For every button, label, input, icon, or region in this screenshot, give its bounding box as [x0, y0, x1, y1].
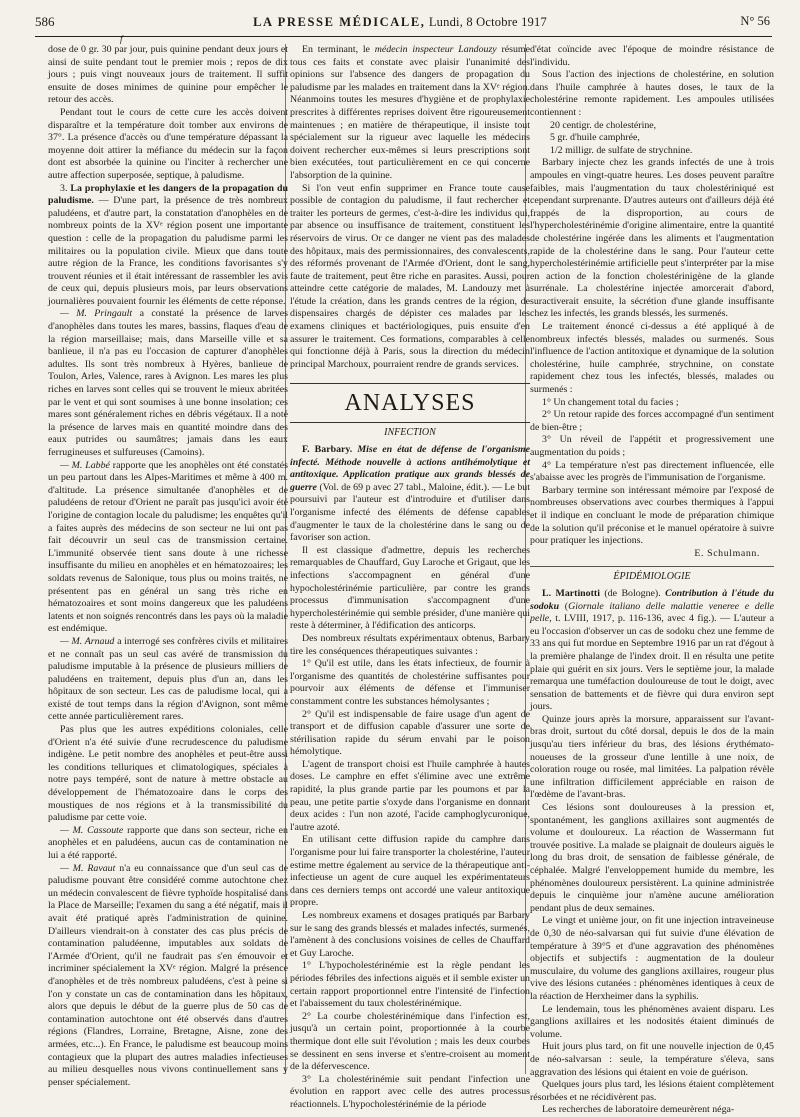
paragraph: dose de 0 gr. 30 par jour, puis quinine pendant deux jours et ainsi de suite pendant tout le premier mois ; repos de dix jours ; puis vingt nouveaux jours de traitement. Il suffit ensuite de doses minimes de quinine pour empêcher le retour des accès.	[48, 44, 288, 106]
journal-name: Giornale italiano delle malattie veneree e delle pelle	[530, 600, 775, 625]
list-item: 3° La cholestérinémie suit pendant l'infection une évolution en rapport avec celle des autres processus réactionnels. L'hypocholestérinémie de la période	[290, 1073, 530, 1110]
paragraph: Les nombreux examens et dosages pratiqués par Barbary sur le sang des grands blessés et malades infectés, surmenés, l'amènent à des conclusions voisines de celles de Chauffard et Guy Laroche.	[290, 910, 530, 959]
paragraph: L'agent de transport choisi est l'huile camphrée à hautes doses. Le camphre en effet s'élimine avec une extrême rapidité, la plus grande partie par les poumons et par la peau, une petite partie s'oxyde dans l'organisme en donnant deux acides : l'un non azoté, l'acide camphoglycuronique, l'autre azoté.	[290, 758, 530, 833]
page-number: 586	[35, 14, 55, 29]
paragraph: Pas plus que les autres expéditions coloniales, celle d'Orient n'a été suivie d'une recrudescence du paludisme indigène. Le petit nombre des anophèles et peut-être aussi les conditions telluriques et climatologiques, spéciales à notre pays tempéré, sont de nature à mettre obstacle au développement de l'hématozoaire dans le corps des moustiques de nos régions et à la transmissibilité du paludisme par cette voie.	[48, 724, 288, 824]
paragraph	[48, 460, 288, 636]
paragraph	[48, 308, 288, 459]
section-title: La prophylaxie et les dangers de la propagation du paludisme.	[48, 182, 288, 207]
subheading-infection: INFECTION	[384, 427, 436, 439]
list-item: 2° La courbe cholestérinémique dans l'infection est, jusqu'à un certain point, proportionnée à la courbe thermique dont elle suit l'évolution ; mais les deux courbes se dessinent en sens inverse et s'entre-croisent au moment de la défervescence.	[290, 1010, 530, 1073]
list-item: 4° La température n'est pas directement influencée, elle s'abaisse avec les progrès de l'immunisation de l'organisme.	[530, 459, 774, 484]
paragraph: Huit jours plus tard, on fit une nouvelle injection de 0,45 de néo-salvarsan : seule, la température s'éleva, sans aggravation des lésions qui étaient en voie de guérison.	[530, 1041, 774, 1078]
paragraph-text: rapporte que dans son secteur, riche en anophèles et en paludéens, aucun cas de contamination ne lui a été rapporté.	[48, 824, 288, 861]
page-header	[0, 0, 800, 44]
header-rule	[35, 36, 772, 37]
paragraph	[48, 825, 288, 863]
column-left	[48, 44, 289, 1088]
paragraph-text: n'a eu connaissance que d'un seul cas de paludisme pouvant être considéré comme autochtone chez un médecin convalescent de fièvre typhoïde hospitalisé dans la Place de Marseille; l'examen du sang a été négatif, mais il avait été pratiqué après l'administration de quinine. D'ailleurs viendrait-on à constater des cas plus précis de contamination paludéenne, imputables aux soldats de l'Armée d'Orient, qu'il ne faudrait pas s'en émouvoir et incriminer spécialement la XVᵉ région. Malgré la présence d'anophèles et de très nombreux paludéens, c'est à peine si l'on y constate un cas de contamination dans les hôpitaux, alors que depuis le début de la guerre plus de 50 cas de contamination autochtone ont été observés dans d'autres régions (Flandres, Lorraine, Bretagne, Aisne, zone des armées, etc...). En France, le paludisme est beaucoup moins contagieux que la plupart des autres maladies infectieuses au milieu desquelles nous vivons continuellement sans y penser spécialement.	[48, 862, 289, 1088]
paragraph: Quinze jours après la morsure, apparaissent sur l'avant-bras droit, surtout du côté dorsal, depuis le dos de la main jusqu'au tiers inférieur du bras, des lésions érythémato-noueuses de la grosseur d'une lentille à une noix, de coloration rouge ou rosée, mal limitées. La palpation révèle une infiltration difficilement appréciable en raison de l'œdème de l'avant-bras.	[530, 713, 774, 801]
reference: (	[559, 600, 569, 612]
paragraph: Le lendemain, tous les phénomènes avaient disparu. Les ganglions axillaires et les nodosités étaient diminués de volume.	[530, 1003, 774, 1040]
column-middle	[290, 44, 530, 1110]
paragraph-text: — L'auteur a eu l'occasion d'observer un cas de sodoku chez une femme de 33 ans qui fut mordue en Septembre 1916 par un rat d'égout à la première phalange de l'index droit. Il en résulta une petite plaie qui guérit en six jours. Vers le septième jour, la malade remarqua une tuméfaction douloureuse de tout le doigt, avec sensation de battements et de fièvre qui dura environ sept jours.	[530, 613, 774, 713]
author-name: — M. Labbé	[60, 459, 110, 471]
abstract-paragraph	[290, 444, 530, 545]
abstract-paragraph	[530, 588, 774, 714]
column-right	[530, 44, 775, 1116]
paragraph: Barbary injecte chez les grands infectés de une à trois ampoules en vingt-quatre heures. Les doses peuvent paraître faibles, mais l'augmentation du taux cholestériniqué est cependant surprenante. D'autres auteurs ont d'ailleurs déjà été frappés de la disproportion, au cours de l'hypercholestérinémie d'origine alimentaire, entre la quantité de cholestérine ingérée dans les aliments et l'augmentation rapide de la cholestérine dans le sang. Pour l'auteur cette hypercholestérinémie artificielle peut s'interpréter par la mise en action de la fonction cholestérinigène de la glande surrénale. La cholestérine injectée amorcerait d'abord, suractiverait ensuite, la sécrétion d'une glande insuffisante chez les infectés, les grands blessés, les surmenés.	[530, 157, 774, 320]
signature: E. Schulmann.	[694, 547, 760, 559]
section-number: 3.	[60, 182, 68, 194]
article-title: Mise en état de défense de l'organisme infecté. Méthode nouvelle à actions antihémolytique et antitoxique. Application pratique aux grands blessés de guerre	[290, 444, 530, 493]
paragraph-text: a interrogé ses confrères civils et militaires et ne connaît pas un seul cas avéré de transmission du paludisme imputable à la présence de plusieurs milliers de paludéens en traitement, depuis plus d'un an, dans les hôpitaux de son secteur. Les cas de paludisme local, qui a existé de tout temps dans la région d'Avignon, sont même cette année particulièrement rares.	[48, 635, 288, 723]
issue-date: Lundi, 8 Octobre 1917	[428, 15, 547, 29]
list-item: 2° Un retour rapide des forces accompagné d'un sentiment de bien-être ;	[530, 409, 774, 433]
paragraph-text: rapporte que les anophèles ont été constatés un peu partout dans les Alpes-Maritimes et même à 400 m. d'altitude. La présence simultanée d'anophèles et de paludéens de retour d'Orient ne paraît pas jusqu'ici avoir été l'origine de contagion locale du paludisme; les enquêtes qu'il a faites auprès des médecins de son secteur ne lui ont pas fait découvrir un seul cas de transmission certaine. L'immunité observée tient sans doute à une richesse insuffisante du milieu en anophèles et en hématozoaires; les soldats revenus de Salonique, tous plus ou moins traités, ne présentent pas en général un sang très riche en hématozoaires et sont moins dangereux que les paludéens latents et non soignés rencontrés dans les pays où la maladie est endémique.	[48, 459, 288, 635]
list-item: 5 gr. d'huile camphrée,	[550, 132, 640, 144]
paragraph	[48, 863, 288, 1090]
paragraph: Il est classique d'admettre, depuis les recherches remarquables de Chauffard, Guy Laroche et Grigaut, que les infections s'accompagnent en général d'une hypocholestérinémie particulière, par contre les grands processus d'immunisation s'accompagnent d'une hypercholestérinémie qui semble présider, d'une manière qui reste à déterminer, à l'édification des anticorps.	[290, 544, 530, 632]
list-item: 1° Un changement total du facies ;	[542, 396, 679, 408]
author-name: — M. Ravaut	[60, 862, 116, 874]
author-affiliation: (de Bologne).	[599, 587, 661, 599]
list-item: 3° Un réveil de l'appétit et progressivement une augmentation du poids ;	[530, 434, 774, 458]
paragraph: Des nombreux résultats expérimentaux obtenus, Barbary tire les conséquences thérapeutiques suivantes :	[290, 632, 530, 657]
subheading-epidemiologie: ÉPIDÉMIOLOGIE	[530, 566, 774, 584]
journal-name: LA PRESSE MÉDICALE,	[253, 15, 426, 29]
article-title: Contribution à l'étude du sodoku	[530, 587, 774, 612]
paragraph: d'état coïncide avec l'époque de moindre résistance de l'individu.	[530, 44, 774, 68]
author-name: — M. Pringault	[60, 308, 133, 320]
paragraph	[48, 636, 288, 724]
list-item: 1/2 milligr. de sulfate de strychnine.	[550, 144, 693, 156]
running-title	[0, 15, 800, 30]
section-heading-analyses: ANALYSES	[290, 383, 530, 423]
paragraph: Barbary termine son intéressant mémoire par l'exposé de nombreuses observations avec courbes thermiques à l'appui et il indique en concluant le mode de préparation chimique de la solution qu'il préconise et le manuel opératoire à suivre pour pratiquer les injections.	[530, 484, 774, 547]
list-item: 20 centigr. de cholestérine,	[550, 119, 657, 131]
paragraph: Sous l'action des injections de cholestérine, en solution dans l'huile camphrée à hautes doses, le taux de la cholestérine remonte rapidement. Les ampoules utilisées contiennent :	[530, 69, 774, 118]
author-name: F. Barbary.	[302, 444, 353, 456]
reference: , t. LVIII, 1917, p. 116-136, avec 4 fig.).	[549, 613, 717, 625]
paragraph-text: — Le but poursuivi par l'auteur est d'introduire et d'utiliser dans l'organisme infecté des éléments de défense capables d'augmenter le taux de la cholestérine dans le sang ou de favoriser son action.	[290, 481, 530, 544]
paragraph-text: a constaté la présence de larves d'anophèles dans toutes les mares, bassins, flaques d'eau de la région marseillaise; mais, dans Marseille ville et sa banlieue, il n'a pas eu l'occasion de capturer d'anophèles adultes. Ils sont très nombreux à Hyères, banlieue de Toulon, Arles, Valence, rares à Avignon. Les mares les plus riches en larves sont celles qui se trouvent le mieux abritées par le vent et qui sont soumises à une bonne insolation; ces mares sont généralement riches en débris végétaux. Il a noté la présence de larves mais en quantité moindre dans des eaux putrides ou saumâtres; jamais dans les eaux ferrugineuses et sulfureuses (Camoins).	[48, 308, 288, 458]
paragraph: Pendant tout le cours de cette cure les accès doivent disparaître et la température doit tomber aux environs de 37°. La présence d'accès ou d'une température dépassant la moyenne doit attirer la méfiance du médecin sur la façon dont est absorbée la quinine ou l'inciter à rechercher une autre affection superposée, septique, à paludisme.	[48, 106, 288, 181]
issue-number: N° 56	[740, 14, 770, 28]
section-paragraph	[48, 183, 288, 309]
paragraph: Le traitement énoncé ci-dessus a été appliqué à de nombreux infectés blessés, malades ou surmenés. Sous l'influence de l'action antitoxique et dynamique de la solution cholestérine, huile camphrée, strychnine, on constate rapidement chez tous les infectés, blessés, malades ou surmenés :	[530, 321, 774, 396]
paragraph: Ces lésions sont douloureuses à la pression et, spontanément, les ganglions axillaires sont augmentés de volume et douloureux. La réaction de Wassermann fut trouvée positive. La malade se plaignait de douleurs aiguës le long du bras droit, de sensation de faiblesse générale, de céphalée. Malgré l'enveloppement humide du membre, les phénomènes douloureux persistèrent. La quinine administrée depuis le cinquième jour n'amène aucune amélioration pendant plus de deux semaines.	[530, 802, 774, 914]
list-item: 1° L'hypocholestérinémie est la règle pendant les périodes fébriles des infections aiguës et il semble exister un certain rapport proportionnel entre l'intensité de l'infection et l'abaissement du taux cholestérinémique.	[290, 960, 530, 1010]
section-text: — D'une part, la présence de très nombreux paludéens, et d'autre part, la constatation d'anophèles en de nombreux points de la XVᵉ région posent une importante question : celle de la propagation du paludisme parmi les militaires ou la population civile. Mieux que dans toute autre région de la France, les conditions favorisantes s'y trouvent réunies et il était intéressant de rassembler les avis de ceux qui, depuis plusieurs mois, par leurs observations journalières pouvaient fournir les éléments de cette réponse.	[48, 195, 288, 307]
paragraph-text: En terminant, le	[302, 44, 375, 55]
author-name: — M. Arnaud	[60, 635, 115, 647]
paragraph: Quelques jours plus tard, les lésions étaient complètement résorbées et ne récidivèrent pas.	[530, 1079, 774, 1103]
author-name: — M. Cassoute	[60, 824, 124, 836]
author-name: médecin inspecteur Landouzy	[374, 44, 497, 55]
paragraph	[290, 44, 530, 183]
author-name: L. Martinotti	[542, 587, 600, 599]
list-item: 1° Qu'il est utile, dans les états infectieux, de fournir à l'organisme des quantités de cholestérine suffisantes pour pourvoir aux éléments de défense et l'immuniser constamment contre les substances hémolysantes ;	[290, 658, 530, 707]
reference: (Vol. de 69 p avec 27 tabl., Maloine, édit.).	[316, 481, 490, 493]
paragraph: En utilisant cette diffusion rapide du camphre dans l'organisme pour lui faire transporter la cholestérine, l'auteur estime mettre également au service de la thérapeutique anti-infectieuse un agent de cure auquel les expérimentateurs dans ces derniers temps ont accordé une valeur antitoxique propre.	[290, 834, 530, 909]
paragraph: Les recherches de laboratoire demeurèrent néga-	[542, 1104, 735, 1116]
paragraph-text: résume tous ces faits et constate avec plaisir l'unanimité des opinions sur l'absence des dangers de propagation du paludisme par les malades en traitement dans la XVᵉ région. Néanmoins toutes les mesures d'hygiène et de prophylaxie prescrites à différentes reprises doivent être rigoureusement maintenues ; en matière de thérapeutique, il insiste tout spécialement sur la rigueur avec laquelle les médecins doivent rechercher eux-mêmes si leurs prescriptions sont bien exécutées, tout particulièrement en ce qui concerne l'absorption de la quinine.	[290, 44, 530, 181]
paragraph: Si l'on veut enfin supprimer en France toute cause possible de contagion du paludisme, il faut rechercher et traiter les porteurs de germes, c'est-à-dire les individus qui, par absence ou insuffisance de traitement, constituent les réservoirs de virus. Or ce danger ne vient pas des malades des hôpitaux, mais des permissionnaires, des convalescents, des réformés provenant de l'Armée d'Orient, dont le sang, faute de traitement, peut être riche en parasites. Aussi, pour atteindre cette catégorie de malades, M. Landouzy met à l'étude la création, dans les grands centres de la région, de dispensaires chargés de dépister ces malades par les examens cliniques et bactériologiques, puis ensuite d'en assurer le traitement. Ces formations, comparables à celle qui fonctionne déjà à Paris, sous la direction du médecin principal Marchoux, pourraient rendre de grands services.	[290, 182, 530, 370]
margin-mark: f	[120, 34, 123, 44]
paragraph: Le vingt et unième jour, on fit une injection intraveineuse de 0,30 de néo-salvarsan qui fut suivie d'une élévation de température à 39°5 et d'une aggravation des phénomènes objectifs et subjectifs : augmentation de la douleur musculaire, du volume des ganglions axillaires, rougeur plus vive des lésions cutanées : phénomènes identiques à ceux de la réaction de Herxheimer dans la syphilis.	[530, 915, 774, 1002]
list-item: 2° Qu'il est indispensable de faire usage d'un agent de transport et de diffusion capable d'assurer une sorte de stérilisation rapide du sérum envahi par le poison hémolytique.	[290, 708, 530, 758]
